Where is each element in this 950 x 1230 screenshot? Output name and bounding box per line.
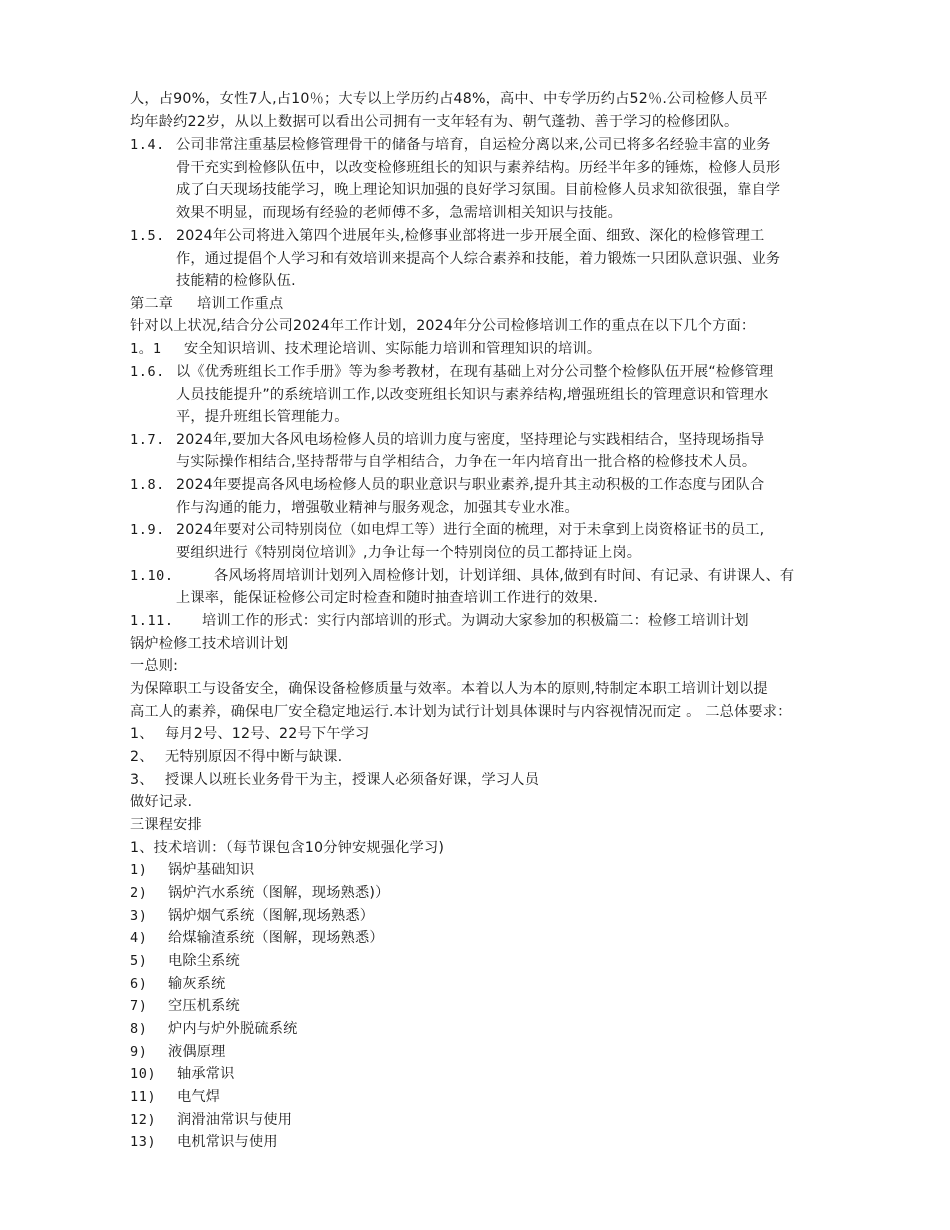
intro-line-1: 人，占90%，女性7人,占10％；大专以上学历约占48%，高中、中专学历约占52％.公司检修人员平 [130,91,768,107]
course-7-number: 7) [130,998,148,1014]
course-9-number: 9) [130,1044,148,1060]
course-3-number: 3) [130,908,148,924]
item-1-9-line-2: 要组织进行《特别岗位培训》,力争让每一个特别岗位的员工都持证上岗。 [176,545,642,561]
tech-training-line: 1、技术培训：（每节课包含10分钟安规强化学习) [130,840,445,856]
item-1-4-line-4: 效果不明显，而现场有经验的老师傅不多，急需培训相关知识与技能。 [176,205,623,221]
item-1-11-number: 1.11. [130,613,174,629]
general-heading: 一总则: [130,658,179,674]
item-1-8-line-2: 作与沟通的能力，增强敬业精神与服务观念，加强其专业水准。 [176,500,579,516]
item-1-5-line-2: 作，通过提倡个人学习和有效培训来提高个人综合素养和技能，着力锻炼一只团队意识强、业务 [176,251,781,267]
requirement-3-number: 3、 [130,772,154,788]
course-4-number: 4) [130,930,148,946]
course-2-text: 锅炉汽水系统（图解，现场熟悉)） [168,885,390,901]
requirement-2-number: 2、 [130,749,154,765]
general-para-line-1: 为保障职工与设备安全，确保设备检修质量与效率。本着以人为本的原则,特制定本职工培训计划以提 [130,681,768,697]
course-9-text: 液偶原理 [168,1044,226,1060]
item-1-1-number: 1。1 [130,341,162,357]
item-1-10-line-1: 各风场将周培训计划列入周检修计划，计划详细、具体,做到有时间、有记录、有讲课人、有 [214,568,795,584]
item-1-4-line-3: 成了白天现场技能学习，晚上理论知识加强的良好学习氛围。目前检修人员求知欲很强，靠自学 [176,182,781,198]
course-12-number: 12) [130,1112,157,1128]
course-heading: 三课程安排 [130,817,202,833]
course-5-number: 5) [130,953,148,969]
item-1-9-number: 1.9. [130,522,165,538]
course-12-text: 润滑油常识与使用 [177,1112,293,1128]
item-1-10-line-2: 上课率，能保证检修公司定时检查和随时抽查培训工作进行的效果. [176,590,598,606]
item-1-6-line-1: 以《优秀班组长工作手册》等为参考教材，在现有基础上对分公司整个检修队伍开展“检修管理 [176,364,774,380]
item-1-9-line-1: 2024年要对公司特别岗位（如电焊工等）进行全面的梳理，对于未拿到上岗资格证书的员工, [176,522,765,538]
course-8-text: 炉内与炉外脱硫系统 [168,1021,298,1037]
item-1-7-line-1: 2024年,要加大各风电场检修人员的培训力度与密度，坚持理论与实践相结合，坚持现场指导 [176,432,765,448]
focus-intro: 针对以上状况,结合分公司2024年工作计划，2024年分公司检修培训工作的重点在以下几个方面： [130,318,756,334]
course-10-number: 10) [130,1066,157,1082]
chapter-2-label: 第二章 [130,296,174,312]
item-1-5-number: 1.5. [130,228,165,244]
course-10-text: 轴承常识 [177,1066,235,1082]
course-4-text: 给煤输渣系统（图解，现场熟悉） [168,930,384,946]
intro-line-2: 均年龄约22岁，从以上数据可以看出公司拥有一支年轻有为、朝气蓬勃、善于学习的检修团队。 [130,114,739,130]
item-1-6-number: 1.6. [130,364,165,380]
item-1-4-line-1: 公司非常注重基层检修管理骨干的储备与培育，自运检分离以来,公司已将多名经验丰富的业务 [176,137,771,153]
item-1-6-line-2: 人员技能提升”的系统培训工作,以改变班组长知识与素养结构,增强班组长的管理意识和管理水 [176,387,769,403]
item-1-6-line-3: 平，提升班组长管理能力。 [176,409,349,425]
course-6-number: 6) [130,976,148,992]
course-13-text: 电机常识与使用 [177,1134,278,1150]
item-1-1-text: 安全知识培训、技术理论培训、实际能力培训和管理知识的培训。 [184,341,602,357]
item-1-11-text: 培训工作的形式：实行内部培训的形式。为调动大家参加的积极篇二：检修工培训计划 [202,613,749,629]
course-2-number: 2) [130,885,148,901]
course-1-text: 锅炉基础知识 [168,862,255,878]
course-13-number: 13) [130,1134,157,1150]
requirement-2-text: 无特别原因不得中断与缺课. [165,749,343,765]
requirement-1-text: 每月2号、12号、22号下午学习 [165,726,370,742]
record-line: 做好记录. [130,794,193,810]
item-1-10-number: 1.10. [130,568,174,584]
chapter-2-title: 培训工作重点 [197,296,284,312]
course-6-text: 输灰系统 [168,976,226,992]
course-3-text: 锅炉烟气系统（图解,现场熟悉） [168,908,375,924]
item-1-7-line-2: 与实际操作相结合,坚持帮带与自学相结合，力争在一年内培育出一批合格的检修技术人员。 [176,454,757,470]
item-1-8-line-1: 2024年要提高各风电场检修人员的职业意识与职业素养,提升其主动积极的工作态度与团队合 [176,477,765,493]
course-7-text: 空压机系统 [168,998,240,1014]
general-para-line-2: 高工人的素养，确保电厂安全稳定地运行.本计划为试行计划具体课时与内容视情况而定 。 二总体要求： [130,704,792,720]
course-11-number: 11) [130,1089,157,1105]
boiler-plan-title: 锅炉检修工技术培训计划 [130,636,289,652]
item-1-4-line-2: 骨干充实到检修队伍中，以改变检修班组长的知识与素养结构。历经半年多的锤炼，检修人员形 [176,160,781,176]
item-1-5-line-3: 技能精的检修队伍. [176,273,296,289]
item-1-8-number: 1.8. [130,477,165,493]
course-8-number: 8) [130,1021,148,1037]
requirement-3-text: 授课人以班长业务骨干为主，授课人必须备好课，学习人员 [165,772,540,788]
course-5-text: 电除尘系统 [168,953,240,969]
course-11-text: 电气焊 [177,1089,221,1105]
course-1-number: 1) [130,862,148,878]
item-1-7-number: 1.7. [130,432,165,448]
item-1-5-line-1: 2024年公司将进入第四个进展年头,检修事业部将进一步开展全面、细致、深化的检修管理工 [176,228,765,244]
requirement-1-number: 1、 [130,726,154,742]
item-1-4-number: 1.4. [130,137,165,153]
